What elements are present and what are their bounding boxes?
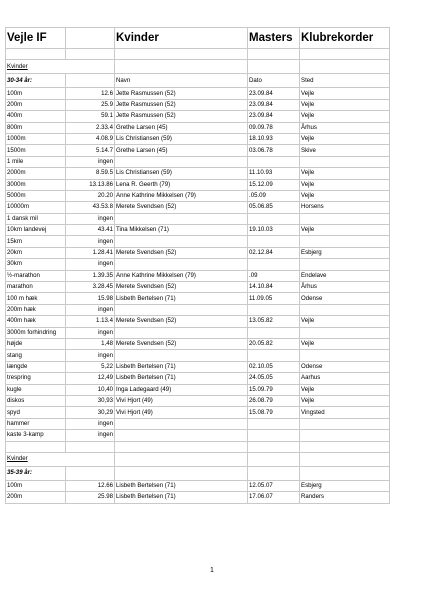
- date-cell: [248, 236, 300, 247]
- records-table: [5, 27, 390, 504]
- empty-cell: [115, 452, 248, 466]
- page-number: 1: [210, 567, 214, 574]
- athlete-cell: Lisbeth Bertelsen (71): [115, 293, 248, 304]
- place-cell: Randers: [300, 492, 390, 503]
- section-title: Kvinder: [6, 60, 115, 74]
- place-cell: [300, 213, 390, 224]
- athlete-cell: Lisbeth Bertelsen (71): [115, 480, 248, 491]
- date-cell: 02.10.05: [248, 361, 300, 372]
- result-cell: 15.98: [66, 293, 115, 304]
- place-cell: Århus: [300, 282, 390, 293]
- result-cell: ingen: [66, 327, 115, 338]
- age-group-title: 30-34 år:: [6, 74, 66, 88]
- event-cell: 2000m: [6, 168, 66, 179]
- athlete-cell: Lisbeth Bertelsen (71): [115, 373, 248, 384]
- table-row: [6, 492, 390, 503]
- table-row: [6, 88, 390, 99]
- event-cell: 100m: [6, 480, 66, 491]
- event-cell: kugle: [6, 384, 66, 395]
- place-cell: Horsens: [300, 202, 390, 213]
- date-cell: 11.09.05: [248, 293, 300, 304]
- empty-cell: [115, 466, 248, 480]
- result-cell: 1.28.41: [66, 247, 115, 258]
- athlete-cell: Merete Svendsen (52): [115, 247, 248, 258]
- empty-cell: [66, 49, 115, 60]
- place-cell: Vejle: [300, 338, 390, 349]
- athlete-cell: [115, 327, 248, 338]
- table-row: [6, 145, 390, 156]
- athlete-cell: Jette Rasmussen (52): [115, 99, 248, 110]
- date-cell: 09.09.78: [248, 122, 300, 133]
- result-cell: ingen: [66, 350, 115, 361]
- place-cell: Vejle: [300, 99, 390, 110]
- result-cell: ingen: [66, 304, 115, 315]
- date-cell: 23.09.84: [248, 111, 300, 122]
- table-row: [6, 190, 390, 201]
- athlete-cell: Lena R. Geerth (79): [115, 179, 248, 190]
- empty-cell: [248, 441, 300, 452]
- date-cell: 12.05.07: [248, 480, 300, 491]
- event-cell: 400m: [6, 111, 66, 122]
- result-cell: 20.20: [66, 190, 115, 201]
- event-cell: kaste 3-kamp: [6, 430, 66, 441]
- athlete-cell: [115, 304, 248, 315]
- place-cell: [300, 236, 390, 247]
- place-cell: [300, 304, 390, 315]
- table-row: [6, 338, 390, 349]
- result-cell: 43.41: [66, 225, 115, 236]
- table-row: [6, 395, 390, 406]
- event-cell: længde: [6, 361, 66, 372]
- place-cell: [300, 418, 390, 429]
- result-cell: 1,48: [66, 338, 115, 349]
- col-header-date: Dato: [248, 74, 300, 88]
- table-row: [6, 122, 390, 133]
- athlete-cell: Lisbeth Bertelsen (71): [115, 361, 248, 372]
- title-row: [6, 28, 390, 49]
- records-title: Klubrekorder: [300, 28, 390, 49]
- group-row: [6, 466, 390, 480]
- event-cell: 1000m: [6, 133, 66, 144]
- result-cell: 43.53.8: [66, 202, 115, 213]
- event-cell: stang: [6, 350, 66, 361]
- date-cell: 23.09.84: [248, 88, 300, 99]
- result-cell: 3.28.45: [66, 282, 115, 293]
- result-cell: 25.98: [66, 492, 115, 503]
- event-cell: 3000m: [6, 179, 66, 190]
- blank-row: [6, 49, 390, 60]
- table-row: [6, 480, 390, 491]
- event-cell: 3000m forhindring: [6, 327, 66, 338]
- event-cell: spyd: [6, 407, 66, 418]
- event-cell: 100m: [6, 88, 66, 99]
- event-cell: 800m: [6, 122, 66, 133]
- place-cell: Vejle: [300, 225, 390, 236]
- athlete-cell: Lis Christiansen (59): [115, 168, 248, 179]
- date-cell: 15.12.09: [248, 179, 300, 190]
- place-cell: [300, 350, 390, 361]
- table-row: [6, 179, 390, 190]
- date-cell: 02.12.84: [248, 247, 300, 258]
- place-cell: Odense: [300, 361, 390, 372]
- event-cell: 30km: [6, 259, 66, 270]
- place-cell: [300, 430, 390, 441]
- place-cell: Endelave: [300, 270, 390, 281]
- event-cell: 200m hæk: [6, 304, 66, 315]
- event-cell: marathon: [6, 282, 66, 293]
- table-row: [6, 156, 390, 167]
- date-cell: [248, 327, 300, 338]
- event-cell: diskos: [6, 395, 66, 406]
- gender-title: Kvinder: [115, 28, 248, 49]
- athlete-cell: Lisbeth Bertelsen (71): [115, 492, 248, 503]
- athlete-cell: Merete Svendsen (52): [115, 282, 248, 293]
- empty-cell: [66, 466, 115, 480]
- event-cell: ½-marathon: [6, 270, 66, 281]
- athlete-cell: [115, 156, 248, 167]
- table-row: [6, 293, 390, 304]
- date-cell: [248, 259, 300, 270]
- athlete-cell: [115, 259, 248, 270]
- empty-cell: [300, 60, 390, 74]
- result-cell: 12,49: [66, 373, 115, 384]
- empty-cell: [248, 49, 300, 60]
- result-cell: ingen: [66, 213, 115, 224]
- athlete-cell: Vivi Hjort (49): [115, 407, 248, 418]
- athlete-cell: Merete Svendsen (52): [115, 316, 248, 327]
- empty-cell: [6, 49, 66, 60]
- table-row: [6, 350, 390, 361]
- athlete-cell: [115, 350, 248, 361]
- event-cell: 400m hæk: [6, 316, 66, 327]
- section-row: [6, 60, 390, 74]
- athlete-cell: Vivi Hjort (49): [115, 395, 248, 406]
- athlete-cell: [115, 236, 248, 247]
- result-cell: 5,22: [66, 361, 115, 372]
- date-cell: [248, 304, 300, 315]
- date-cell: 26.08.79: [248, 395, 300, 406]
- empty-cell: [300, 466, 390, 480]
- col-header-place: Sted: [300, 74, 390, 88]
- empty-cell: [115, 441, 248, 452]
- place-cell: Vejle: [300, 88, 390, 99]
- date-cell: 11.10.93: [248, 168, 300, 179]
- table-row: [6, 373, 390, 384]
- date-cell: .09: [248, 270, 300, 281]
- date-cell: [248, 350, 300, 361]
- table-row: [6, 282, 390, 293]
- date-cell: 15.08.79: [248, 407, 300, 418]
- date-cell: 20.05.82: [248, 338, 300, 349]
- athlete-cell: [115, 418, 248, 429]
- table-row: [6, 270, 390, 281]
- date-cell: 24.05.05: [248, 373, 300, 384]
- place-cell: Vejle: [300, 168, 390, 179]
- date-cell: [248, 156, 300, 167]
- result-cell: ingen: [66, 236, 115, 247]
- place-cell: Vejle: [300, 190, 390, 201]
- table-row: [6, 225, 390, 236]
- empty-cell: [6, 441, 66, 452]
- result-cell: 1.13.4: [66, 316, 115, 327]
- place-cell: Vejle: [300, 133, 390, 144]
- athlete-cell: Jette Rasmussen (52): [115, 88, 248, 99]
- event-cell: 5000m: [6, 190, 66, 201]
- result-cell: 12.66: [66, 480, 115, 491]
- date-cell: [248, 418, 300, 429]
- records-table-body: [6, 28, 390, 504]
- result-cell: ingen: [66, 430, 115, 441]
- place-cell: Aarhus: [300, 373, 390, 384]
- empty-cell: [300, 452, 390, 466]
- masters-title: Masters: [248, 28, 300, 49]
- place-cell: Esbjerg: [300, 480, 390, 491]
- section-title: Kvinder: [6, 452, 115, 466]
- table-row: [6, 418, 390, 429]
- age-group-title: 35-39 år:: [6, 466, 66, 480]
- table-row: [6, 133, 390, 144]
- table-row: [6, 111, 390, 122]
- result-cell: 8.59.5: [66, 168, 115, 179]
- result-cell: 30,93: [66, 395, 115, 406]
- table-row: [6, 430, 390, 441]
- event-cell: 15km: [6, 236, 66, 247]
- place-cell: Århus: [300, 122, 390, 133]
- place-cell: [300, 327, 390, 338]
- result-cell: 30,29: [66, 407, 115, 418]
- place-cell: [300, 156, 390, 167]
- result-cell: ingen: [66, 156, 115, 167]
- empty-cell: [248, 466, 300, 480]
- empty-cell: [115, 60, 248, 74]
- blank-row: [6, 441, 390, 452]
- place-cell: Vejle: [300, 384, 390, 395]
- empty-cell: [66, 441, 115, 452]
- event-cell: højde: [6, 338, 66, 349]
- place-cell: Vejle: [300, 179, 390, 190]
- empty-cell: [248, 452, 300, 466]
- empty-cell: [300, 49, 390, 60]
- col-header-name: Navn: [115, 74, 248, 88]
- date-cell: 19.10.03: [248, 225, 300, 236]
- event-cell: trespring: [6, 373, 66, 384]
- place-cell: Vejle: [300, 316, 390, 327]
- place-cell: Odense: [300, 293, 390, 304]
- empty-cell: [115, 49, 248, 60]
- athlete-cell: Grethe Larsen (45): [115, 145, 248, 156]
- date-cell: 03.06.78: [248, 145, 300, 156]
- place-cell: Esbjerg: [300, 247, 390, 258]
- empty-cell: [300, 441, 390, 452]
- date-cell: 18.10.93: [248, 133, 300, 144]
- date-cell: [248, 213, 300, 224]
- athlete-cell: Merete Svendsen (52): [115, 202, 248, 213]
- result-cell: 59.1: [66, 111, 115, 122]
- table-row: [6, 384, 390, 395]
- athlete-cell: Tina Mikkelsen (71): [115, 225, 248, 236]
- event-cell: 1500m: [6, 145, 66, 156]
- result-cell: ingen: [66, 259, 115, 270]
- event-cell: hammer: [6, 418, 66, 429]
- date-cell: 13.05.82: [248, 316, 300, 327]
- athlete-cell: [115, 430, 248, 441]
- table-row: [6, 361, 390, 372]
- result-cell: 1.39.35: [66, 270, 115, 281]
- result-cell: 2.33.4: [66, 122, 115, 133]
- table-row: [6, 213, 390, 224]
- result-cell: ingen: [66, 418, 115, 429]
- event-cell: 10km landevej: [6, 225, 66, 236]
- table-row: [6, 327, 390, 338]
- result-cell: 4.08.9: [66, 133, 115, 144]
- section-row: [6, 452, 390, 466]
- event-cell: 200m: [6, 492, 66, 503]
- date-cell: 15.09.79: [248, 384, 300, 395]
- place-cell: Vingsted: [300, 407, 390, 418]
- empty-cell: [248, 60, 300, 74]
- athlete-cell: Jette Rasmussen (52): [115, 111, 248, 122]
- table-row: [6, 168, 390, 179]
- table-row: [6, 99, 390, 110]
- table-row: [6, 247, 390, 258]
- table-row: [6, 236, 390, 247]
- table-row: [6, 304, 390, 315]
- event-cell: 20km: [6, 247, 66, 258]
- athlete-cell: Lis Christiansen (59): [115, 133, 248, 144]
- result-cell: 12.6: [66, 88, 115, 99]
- table-row: [6, 202, 390, 213]
- table-row: [6, 259, 390, 270]
- result-cell: 5.14.7: [66, 145, 115, 156]
- athlete-cell: Anne Kathrine Mikkelsen (79): [115, 270, 248, 281]
- date-cell: 05.06.85: [248, 202, 300, 213]
- place-cell: Vejle: [300, 395, 390, 406]
- athlete-cell: Inga Ladegaard (49): [115, 384, 248, 395]
- result-cell: 13.13.86: [66, 179, 115, 190]
- athlete-cell: Merete Svendsen (52): [115, 338, 248, 349]
- result-cell: 25.9: [66, 99, 115, 110]
- result-cell: 10,40: [66, 384, 115, 395]
- date-cell: 14.10.84: [248, 282, 300, 293]
- table-row: [6, 316, 390, 327]
- date-cell: .05.09: [248, 190, 300, 201]
- group-row: [6, 74, 390, 88]
- event-cell: 10000m: [6, 202, 66, 213]
- athlete-cell: [115, 213, 248, 224]
- table-row: [6, 407, 390, 418]
- place-cell: [300, 259, 390, 270]
- date-cell: 17.06.07: [248, 492, 300, 503]
- event-cell: 1 dansk mil: [6, 213, 66, 224]
- club-title: Vejle IF: [6, 28, 66, 49]
- event-cell: 100 m hæk: [6, 293, 66, 304]
- event-cell: 1 mile: [6, 156, 66, 167]
- athlete-cell: Anne Kathrine Mikkelsen (79): [115, 190, 248, 201]
- place-cell: Vejle: [300, 111, 390, 122]
- place-cell: Skive: [300, 145, 390, 156]
- athlete-cell: Grethe Larsen (45): [115, 122, 248, 133]
- date-cell: [248, 430, 300, 441]
- date-cell: 23.09.84: [248, 99, 300, 110]
- event-cell: 200m: [6, 99, 66, 110]
- empty-cell: [66, 74, 115, 88]
